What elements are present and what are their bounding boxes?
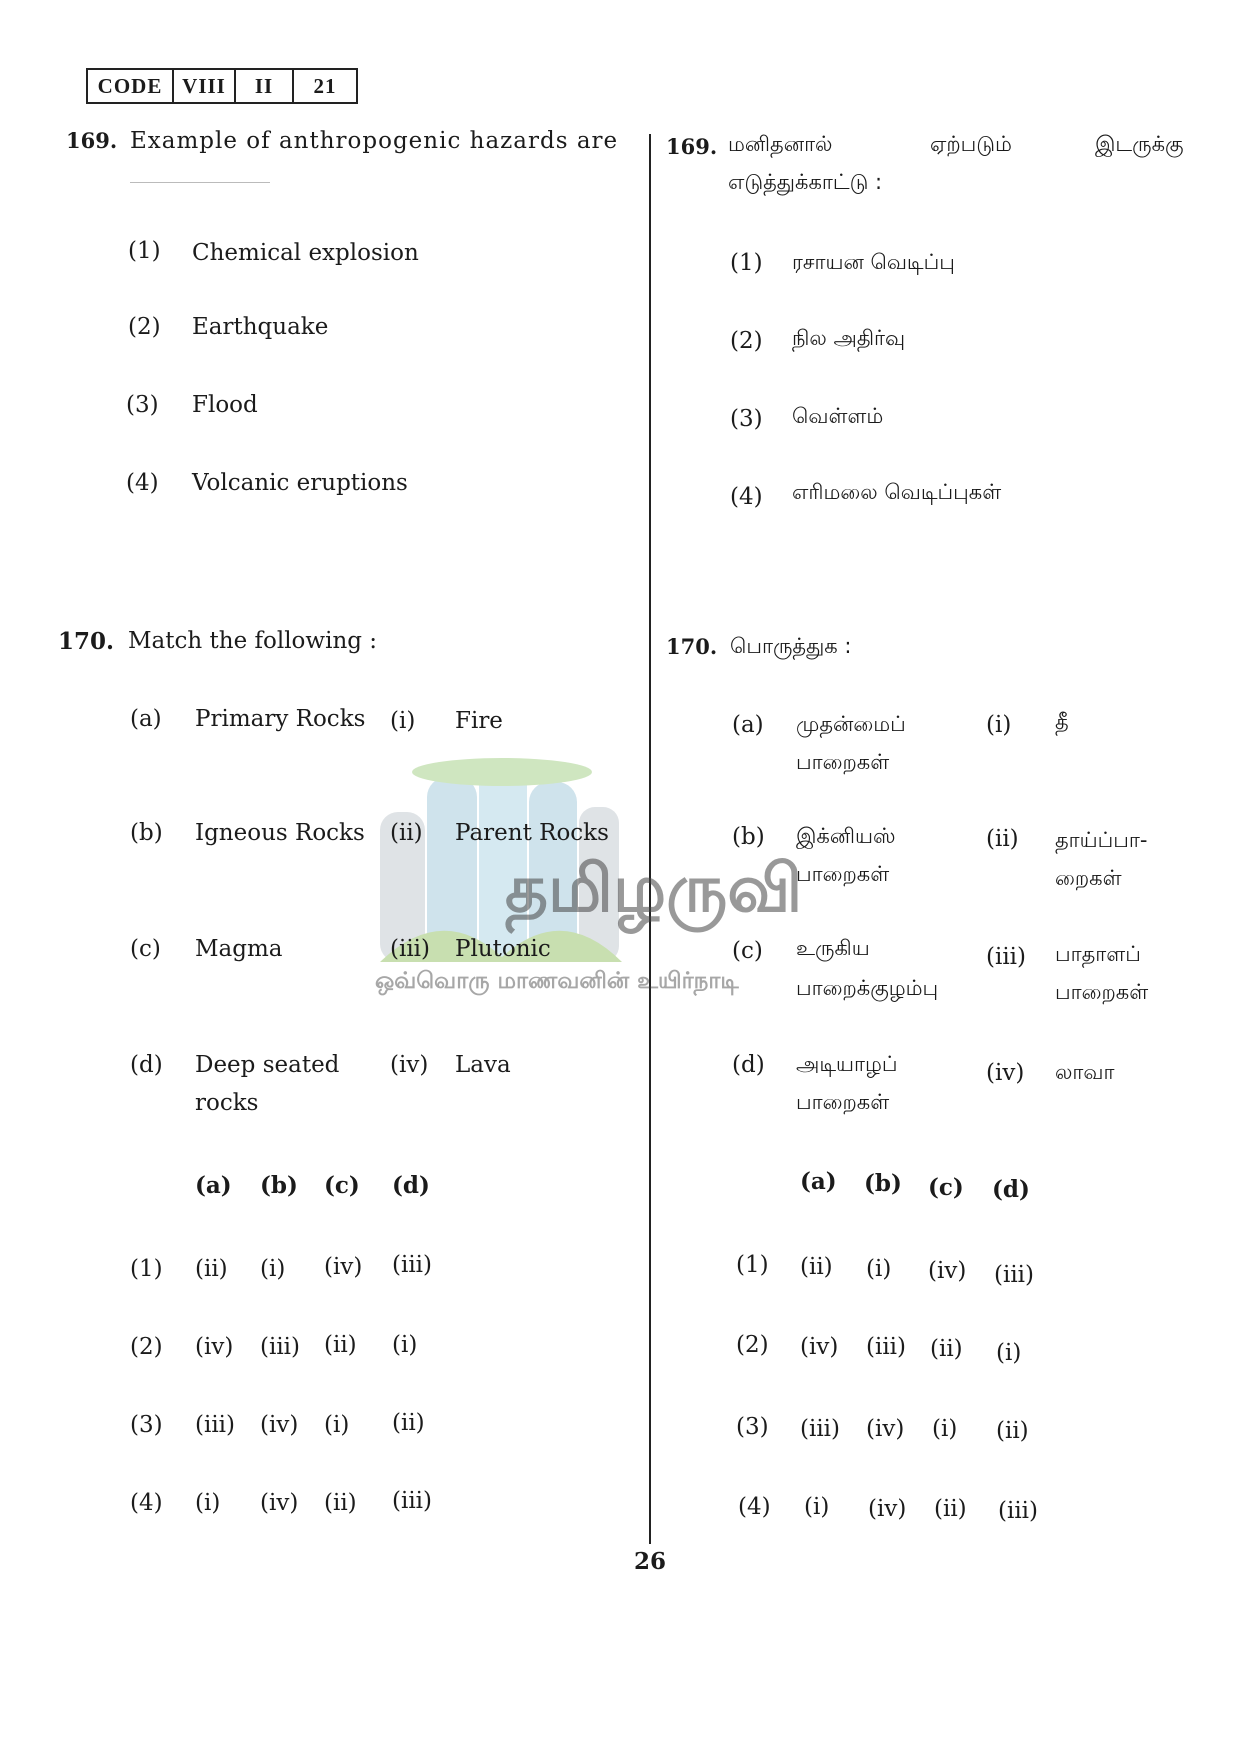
answer-col-header: (a) xyxy=(800,1168,837,1195)
answer-cell: (i) xyxy=(195,1490,221,1516)
match-right-label: (iv) xyxy=(390,1052,429,1078)
match-right-item: Lava xyxy=(455,1052,511,1078)
match-right-label: (i) xyxy=(986,712,1012,738)
answer-col-header: (d) xyxy=(392,1172,430,1199)
answer-col-header: (b) xyxy=(260,1172,298,1199)
answer-cell: (iii) xyxy=(994,1262,1035,1288)
match-right-item: பாதாளப் xyxy=(1055,942,1141,966)
q169-option-number: (1) xyxy=(128,238,161,264)
answer-col-header: (d) xyxy=(992,1176,1030,1203)
answer-cell: (i) xyxy=(996,1340,1022,1366)
answer-cell: (iii) xyxy=(866,1334,907,1360)
answer-cell: (iii) xyxy=(800,1416,841,1442)
answer-cell: (iv) xyxy=(195,1334,234,1360)
answer-cell: (ii) xyxy=(392,1410,425,1436)
q170-number: 170. xyxy=(58,628,115,655)
answer-cell: (ii) xyxy=(800,1254,833,1280)
q169-option-number: (1) xyxy=(730,250,763,276)
answer-cell: (ii) xyxy=(324,1332,357,1358)
match-left-label: (d) xyxy=(130,1052,163,1078)
match-left-label: (c) xyxy=(130,936,161,962)
q169-option-number: (4) xyxy=(126,470,159,496)
answer-cell: (iv) xyxy=(324,1254,363,1280)
answer-option-number: (3) xyxy=(130,1412,163,1438)
match-left-item-line2: rocks xyxy=(195,1090,259,1116)
q169-option-text: Earthquake xyxy=(192,314,329,340)
answer-cell: (ii) xyxy=(195,1256,228,1282)
answer-cell: (iv) xyxy=(260,1412,299,1438)
match-left-item-line2: பாறைக்குழம்பு xyxy=(796,976,939,1000)
answer-cell: (iv) xyxy=(868,1496,907,1522)
match-right-item: தீ xyxy=(1055,710,1069,734)
q169-option-text: Flood xyxy=(192,392,258,418)
match-right-label: (i) xyxy=(390,708,416,734)
answer-cell: (i) xyxy=(392,1332,418,1358)
answer-cell: (i) xyxy=(804,1494,830,1520)
match-left-item: இக்னியஸ் xyxy=(796,824,896,848)
match-right-item-line2: பாறைகள் xyxy=(1055,980,1149,1004)
match-left-item: உருகிய xyxy=(796,936,870,960)
match-right-label: (iv) xyxy=(986,1060,1025,1086)
match-left-label: (b) xyxy=(732,824,765,850)
q169-option-number: (3) xyxy=(126,392,159,418)
q169-question-word: ஏற்படும் xyxy=(930,132,1012,156)
answer-cell: (ii) xyxy=(324,1490,357,1516)
answer-cell: (ii) xyxy=(934,1496,967,1522)
answer-cell: (i) xyxy=(260,1256,286,1282)
answer-option-number: (4) xyxy=(130,1490,163,1516)
answer-cell: (iii) xyxy=(392,1252,433,1278)
q169-option-text: எரிமலை வெடிப்புகள் xyxy=(792,480,1002,504)
match-right-item: லாவா xyxy=(1055,1060,1115,1084)
q169-question-line2: எடுத்துக்காட்டு : xyxy=(728,170,883,194)
match-right-label: (ii) xyxy=(986,826,1019,852)
q169-question-word: இடருக்கு xyxy=(1095,132,1184,156)
match-right-label: (iii) xyxy=(390,936,431,962)
match-right-label: (iii) xyxy=(986,944,1027,970)
answer-option-number: (2) xyxy=(130,1334,163,1360)
answer-cell: (iii) xyxy=(392,1488,433,1514)
answer-cell: (ii) xyxy=(930,1336,963,1362)
match-right-item: Parent Rocks xyxy=(455,820,609,846)
match-right-item: Fire xyxy=(455,708,503,734)
answer-cell: (iv) xyxy=(800,1334,839,1360)
answer-cell: (iii) xyxy=(260,1334,301,1360)
match-left-label: (a) xyxy=(130,706,162,732)
answer-option-number: (3) xyxy=(736,1414,769,1440)
page-number: 26 xyxy=(633,1548,666,1575)
match-left-label: (b) xyxy=(130,820,163,846)
answer-col-header: (c) xyxy=(324,1172,360,1199)
q169-option-text: Chemical explosion xyxy=(192,240,419,266)
match-right-item: Plutonic xyxy=(455,936,551,962)
q169-number: 169. xyxy=(666,134,718,159)
code-part-2: II xyxy=(236,70,294,102)
answer-cell: (i) xyxy=(324,1412,350,1438)
match-left-item: அடியாழப் xyxy=(796,1052,898,1076)
q169-option-number: (2) xyxy=(730,328,763,354)
answer-cell: (ii) xyxy=(996,1418,1029,1444)
match-left-item: முதன்மைப் xyxy=(796,712,906,736)
code-part-3: 21 xyxy=(313,73,337,98)
match-left-item-line2: பாறைகள் xyxy=(796,862,890,886)
answer-option-number: (4) xyxy=(738,1494,771,1520)
exam-code-box xyxy=(86,68,358,104)
match-left-item: Igneous Rocks xyxy=(195,820,365,846)
answer-cell: (iii) xyxy=(195,1412,236,1438)
q169-answer-blank xyxy=(130,182,270,183)
answer-cell: (iii) xyxy=(998,1498,1039,1524)
watermark-tagline: ஒவ்வொரு மாணவனின் உயிர்நாடி xyxy=(375,968,739,994)
q169-option-text: Volcanic eruptions xyxy=(192,470,408,496)
answer-cell: (i) xyxy=(866,1256,892,1282)
q169-number: 169. xyxy=(66,128,118,153)
q169-option-number: (3) xyxy=(730,406,763,432)
answer-col-header: (b) xyxy=(864,1170,902,1197)
answer-col-header: (c) xyxy=(928,1174,964,1201)
match-right-item-line2: றைகள் xyxy=(1055,866,1122,890)
answer-option-number: (1) xyxy=(130,1256,163,1282)
q169-option-text: நில அதிர்வு xyxy=(792,326,906,350)
code-label: CODE xyxy=(88,70,174,102)
match-left-label: (a) xyxy=(732,712,764,738)
match-left-item: Primary Rocks xyxy=(195,706,366,732)
q170-question: Match the following : xyxy=(128,628,378,654)
match-right-item: தாய்ப்பா- xyxy=(1055,828,1148,852)
q169-option-text: வெள்ளம் xyxy=(792,404,884,428)
answer-col-header: (a) xyxy=(195,1172,232,1199)
answer-cell: (iv) xyxy=(260,1490,299,1516)
match-left-item: Deep seated xyxy=(195,1052,340,1078)
answer-cell: (iv) xyxy=(866,1416,905,1442)
answer-option-number: (1) xyxy=(736,1252,769,1278)
q169-question-word: மனிதனால் xyxy=(728,132,833,156)
match-left-label: (c) xyxy=(732,938,763,964)
code-part-1: VIII xyxy=(174,70,236,102)
answer-cell: (i) xyxy=(932,1416,958,1442)
answer-cell: (iv) xyxy=(928,1258,967,1284)
column-divider xyxy=(649,134,651,1544)
watermark-title: தமிழருவி xyxy=(505,850,803,927)
match-left-item: Magma xyxy=(195,936,283,962)
answer-option-number: (2) xyxy=(736,1332,769,1358)
q169-option-number: (2) xyxy=(128,314,161,340)
q170-question: பொருத்துக : xyxy=(730,634,852,658)
q169-question: Example of anthropogenic hazards are xyxy=(130,128,619,154)
match-left-item-line2: பாறைகள் xyxy=(796,750,890,774)
match-right-label: (ii) xyxy=(390,820,423,846)
q169-option-number: (4) xyxy=(730,484,763,510)
match-left-label: (d) xyxy=(732,1052,765,1078)
q170-number: 170. xyxy=(666,634,718,659)
q169-option-text: ரசாயன வெடிப்பு xyxy=(792,250,955,274)
match-left-item-line2: பாறைகள் xyxy=(796,1090,890,1114)
